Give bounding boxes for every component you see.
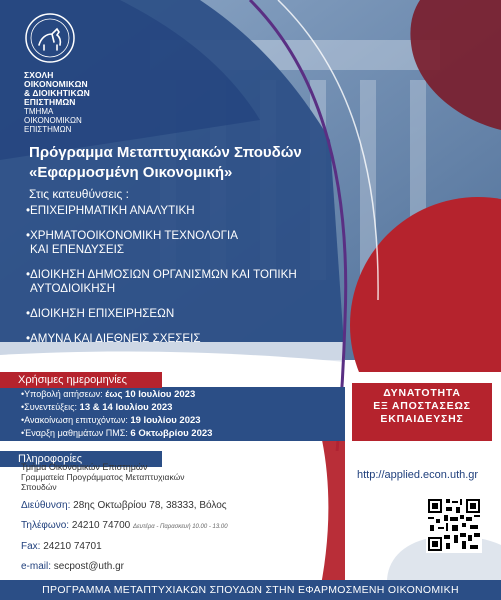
website-link[interactable]: http://applied.econ.uth.gr [357, 469, 479, 481]
department-name: Τμήμα Οικονομικών Επιστημών [21, 462, 148, 472]
distance-learning-box: ΔΥΝΑΤΟΤΗΤΑ ΕΞ ΑΠΟΣΤΑΣΕΩΣ ΕΚΠΑΙΔΕΥΣΗΣ [352, 383, 492, 441]
secretariat-line-1: Γραμματεία Προγράμματος Μεταπτυχιακών [21, 472, 185, 482]
email-link[interactable]: secpost@uth.gr [53, 561, 124, 572]
address-line: Διεύθυνση: 28ης Οκτωβρίου 78, 38333, Βόλος [21, 500, 227, 511]
phone-line: Τηλέφωνο: 24210 74700 Δευτέρα - Παρασκευή 10.00 - 13.00 [21, 520, 228, 531]
qr-code-icon [426, 497, 482, 553]
secretariat-line-2: Σπουδών [21, 482, 57, 492]
footer-banner: ΠΡΟΓΡΑΜΜΑ ΜΕΤΑΠΤΥΧΙΑΚΩΝ ΣΠΟΥΔΩΝ ΣΤΗΝ ΕΦΑΡΜΟΣΜΕΝΗ ΟΙΚΟΝΟΜΙΚΗ [0, 580, 501, 600]
logo-line-1: ΣΧΟΛΗ [24, 70, 54, 80]
contact-info [21, 462, 228, 573]
school-logo [24, 12, 124, 134]
dates-list [21, 388, 212, 440]
specializations-label: Στις κατευθύνσεις : [29, 187, 129, 201]
program-title [29, 143, 302, 183]
specialization-item: •ΕΠΙΧΕΙΡΗΜΑΤΙΚΗ ΑΝΑΛΥΤΙΚΗ [26, 204, 195, 217]
logo-line-6: ΟΙΚΟΝΟΜΙΚΩΝ [24, 116, 82, 125]
date-item: •Ανακοίνωση επιτυχόντων: 19 Ιουλίου 2023 [21, 415, 201, 426]
logo-line-2: ΟΙΚΟΝΟΜΙΚΩΝ [24, 79, 88, 89]
program-title-line-1: Πρόγραμμα Μεταπτυχιακών Σπουδών [29, 144, 302, 161]
dates-header: Χρήσιμες ημερομηνίες [18, 374, 127, 386]
date-item: •Έναρξη μαθημάτων ΠΜΣ: 6 Οκτωβρίου 2023 [21, 428, 213, 439]
email-line[interactable]: e-mail: secpost@uth.gr [21, 561, 124, 572]
specializations-list [26, 204, 326, 357]
info-header: Πληροφορίες [18, 453, 83, 465]
date-item: •Συνεντεύξεις: 13 & 14 Ιουλίου 2023 [21, 402, 173, 413]
university-seal-icon [24, 12, 76, 64]
logo-line-3: & ΔΙΟΙΚΗΤΙΚΩΝ [24, 88, 90, 98]
office-hours: Δευτέρα - Παρασκευή 10.00 - 13.00 [133, 524, 228, 530]
specialization-item: •ΧΡΗΜΑΤΟΟΙΚΟΝΟΜΙΚΗ ΤΕΧΝΟΛΟΓΙΑ ΚΑΙ ΕΠΕΝΔΥΣΕΙΣ [26, 229, 238, 256]
qr-code[interactable] [426, 497, 482, 553]
logo-line-7: ΕΠΙΣΤΗΜΩΝ [24, 125, 72, 134]
specialization-item: •ΔΙΟΙΚΗΣΗ ΔΗΜΟΣΙΩΝ ΟΡΓΑΝΙΣΜΩΝ ΚΑΙ ΤΟΠΙΚΗ ΑΥΤΟΔΙΟΙΚΗΣΗ [26, 268, 297, 295]
logo-line-4: ΕΠΙΣΤΗΜΩΝ [24, 97, 76, 107]
program-title-line-2: «Εφαρμοσμένη Οικονομική» [29, 164, 233, 181]
date-item: •Υποβολή αιτήσεων: έως 10 Ιουλίου 2023 [21, 389, 196, 400]
logo-line-5: ΤΜΗΜΑ [24, 107, 54, 116]
fax-line: Fax: 24210 74701 [21, 541, 102, 552]
specialization-item: •ΔΙΟΙΚΗΣΗ ΕΠΙΧΕΙΡΗΣΕΩΝ [26, 307, 175, 320]
specialization-item: •ΑΜΥΝΑ ΚΑΙ ΔΙΕΘΝΕΙΣ ΣΧΕΣΕΙΣ [26, 332, 201, 345]
